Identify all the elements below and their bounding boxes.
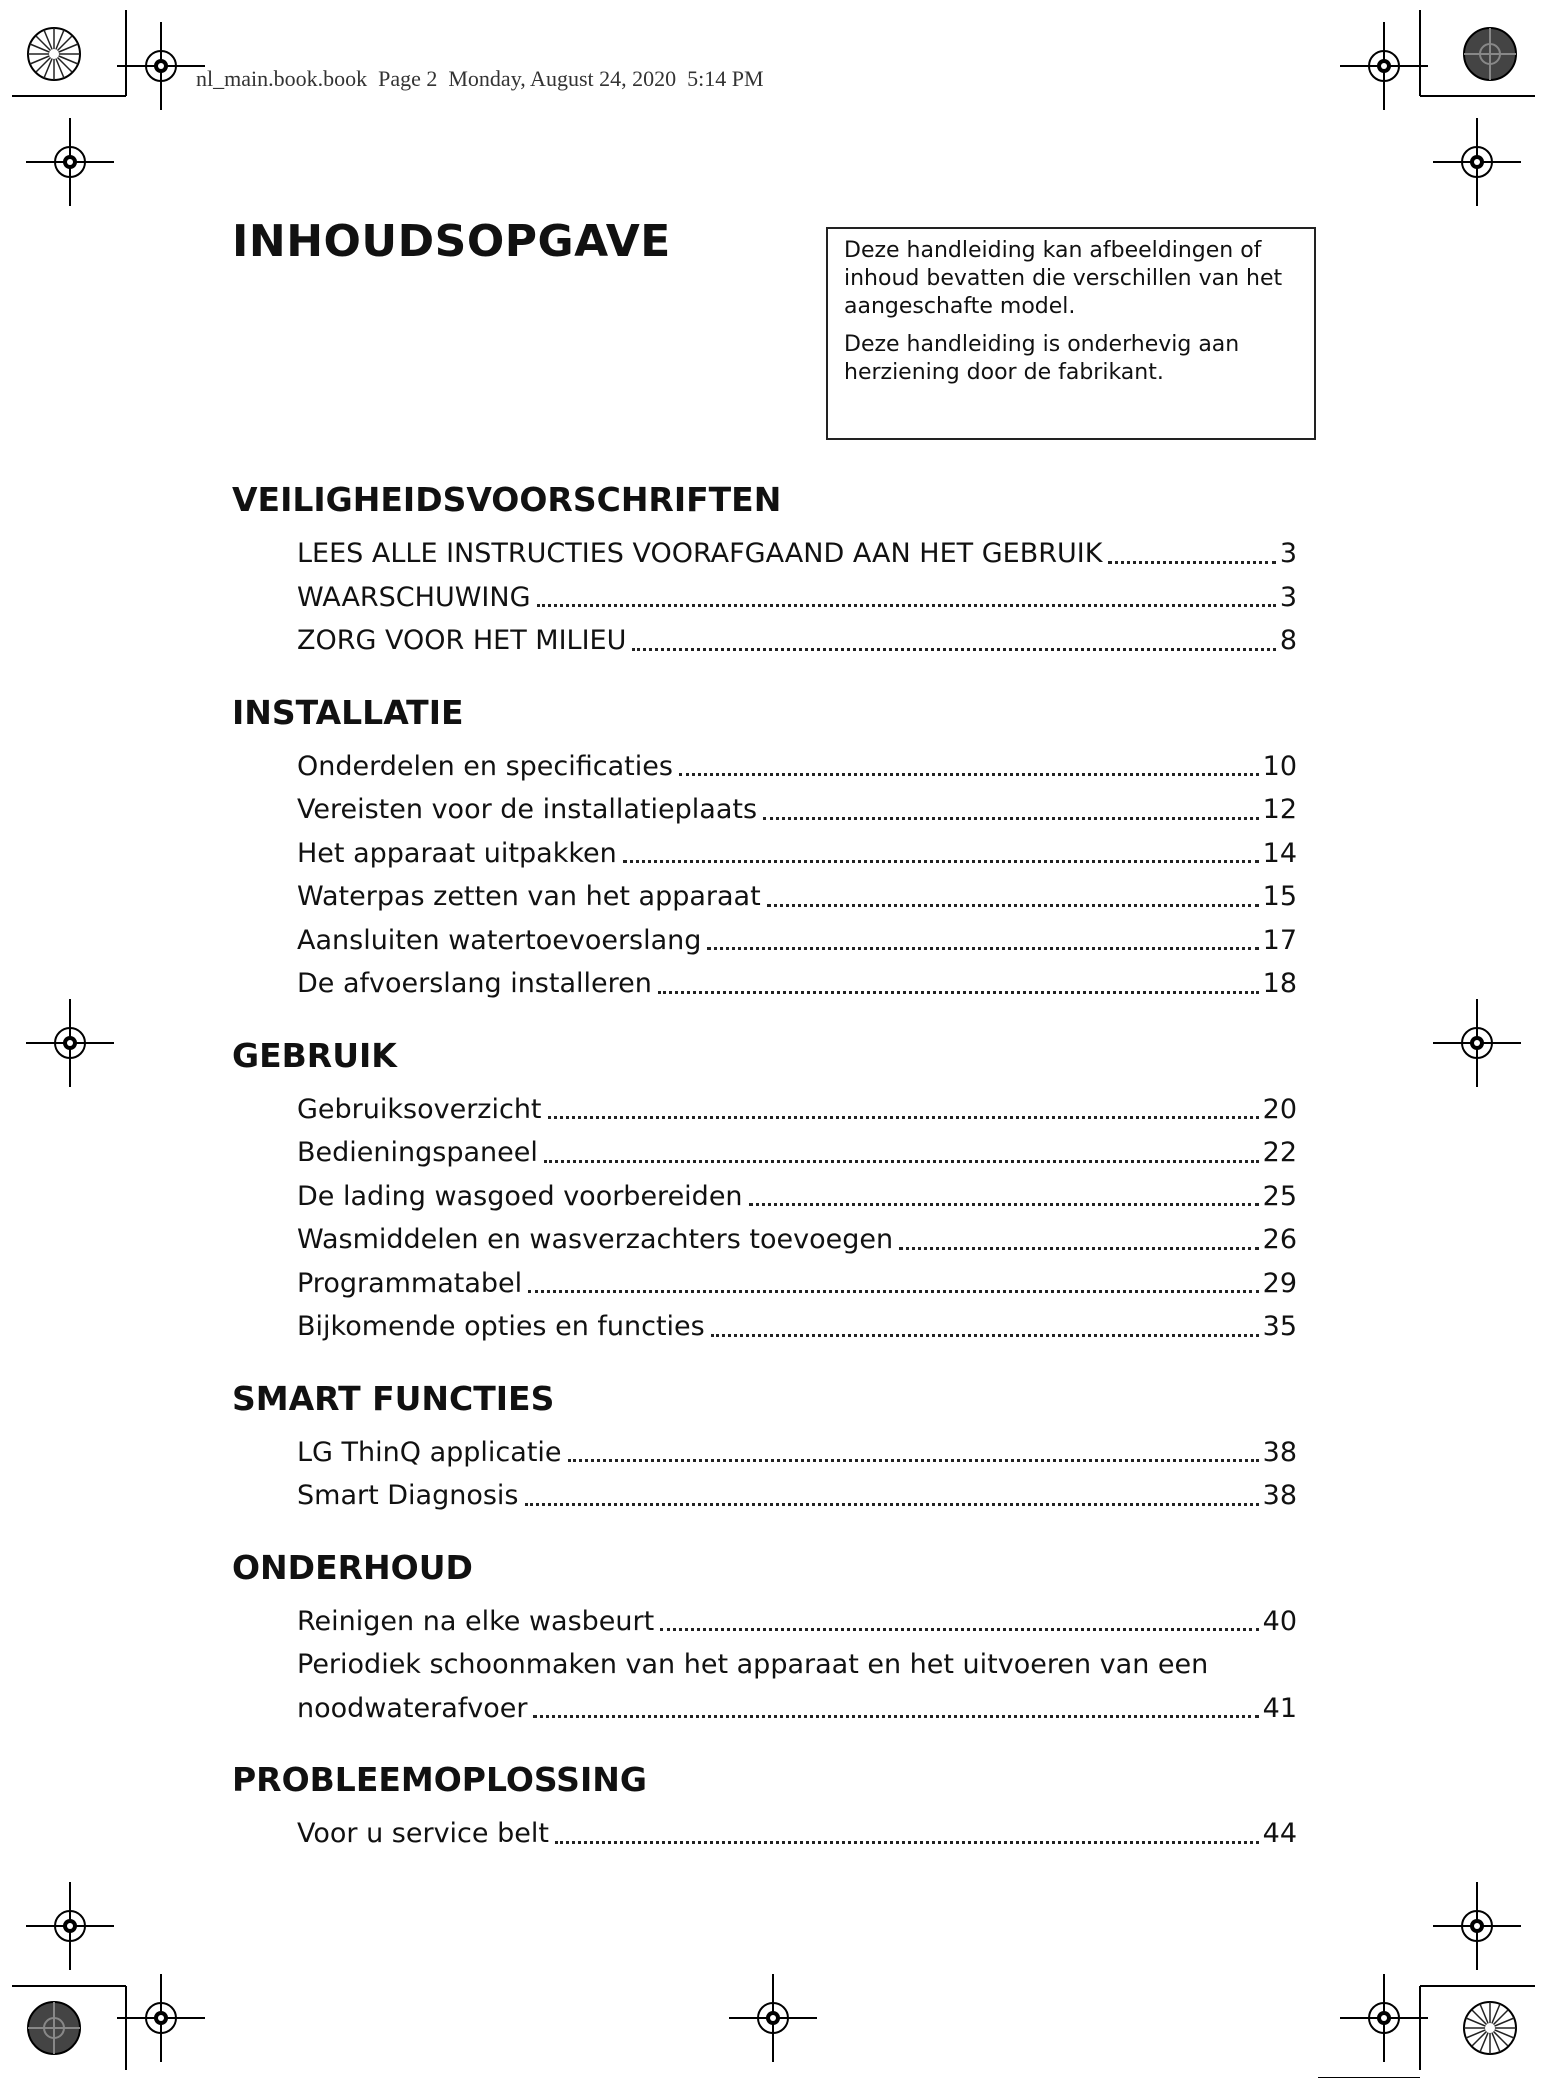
toc-entry-label: Periodiek schoonmaken van het apparaat en het uitvoeren van een [297, 1649, 1209, 1680]
toc-entry-page: 10 [1262, 750, 1297, 782]
toc-entry-label: Waterpas zetten van het apparaat [297, 881, 761, 912]
toc-entry[interactable] [297, 1812, 1297, 1856]
toc-section-usage [232, 1030, 1302, 1349]
toc-entry-label-continued: noodwaterafvoer [297, 1692, 528, 1724]
toc-entry[interactable] [297, 619, 1297, 663]
toc-entry-page: 38 [1262, 1436, 1297, 1468]
print-header: nl_main.book.book Page 2 Monday, August 24, 2020 5:14 PM [196, 66, 764, 91]
toc-entry-label: Bedieningspaneel [297, 1137, 538, 1168]
toc-entry-page: 35 [1262, 1311, 1297, 1342]
toc-entry[interactable] [297, 788, 1297, 832]
toc-entry-page: 26 [1262, 1224, 1297, 1255]
toc-entry-page: 8 [1279, 625, 1297, 656]
toc-entry-page: 15 [1262, 881, 1297, 912]
toc-section-troubleshooting [232, 1754, 1302, 1856]
toc-entry-label: Gebruiksoverzicht [297, 1093, 542, 1125]
toc-entry-page: 14 [1262, 837, 1297, 869]
toc-entry-label: Voor u service belt [297, 1818, 549, 1849]
toc-entry[interactable] [297, 745, 1297, 789]
dot-leader [679, 773, 1259, 776]
section-heading: ONDERHOUD [232, 1547, 473, 1587]
toc-entry-label: Onderdelen en specificaties [297, 750, 673, 782]
toc-entry[interactable] [297, 1262, 1297, 1306]
dot-leader [658, 991, 1259, 994]
dot-leader [632, 648, 1275, 651]
toc-entry[interactable] [297, 1431, 1297, 1475]
section-heading: PROBLEEMOPLOSSING [232, 1760, 647, 1799]
toc-entry-page: 40 [1262, 1605, 1297, 1637]
notice-paragraph: Deze handleiding kan afbeeldingen of inhoud bevatten die verschillen van het aangeschafte model. [844, 238, 1283, 319]
toc-entry-label: Smart Diagnosis [297, 1480, 519, 1511]
toc-entry[interactable] [297, 919, 1297, 963]
section-heading: SMART FUNCTIES [232, 1378, 555, 1418]
toc-entry-page: 22 [1262, 1137, 1297, 1168]
dot-leader [899, 1247, 1259, 1250]
section-heading: INSTALLATIE [232, 692, 464, 732]
toc-entry[interactable] [297, 1643, 1297, 1730]
toc-entry[interactable] [297, 1600, 1297, 1644]
toc-entry-label: Wasmiddelen en wasverzachters toevoegen [297, 1224, 894, 1255]
dot-leader [525, 1503, 1259, 1506]
toc-entry-page: 20 [1262, 1093, 1297, 1125]
toc-entry[interactable] [297, 1175, 1297, 1219]
toc-entry-label: LEES ALLE INSTRUCTIES VOORAFGAAND AAN HET GEBRUIK [297, 538, 1103, 569]
toc-entry-page: 41 [1262, 1692, 1297, 1724]
toc-section-safety [232, 474, 1302, 663]
toc-entry[interactable] [297, 1088, 1297, 1132]
toc-entry-label: Bijkomende opties en functies [297, 1311, 705, 1342]
toc-entry-label: Vereisten voor de installatieplaats [297, 794, 758, 825]
dot-leader [537, 604, 1276, 607]
toc-entry[interactable] [297, 1218, 1297, 1262]
dot-leader [707, 947, 1258, 950]
toc-section-installation [232, 687, 1302, 1006]
dot-leader [711, 1334, 1259, 1337]
toc-entry-label: Reinigen na elke wasbeurt [297, 1605, 655, 1637]
section-heading: VEILIGHEIDSVOORSCHRIFTEN [232, 480, 782, 519]
dot-leader [544, 1160, 1259, 1163]
toc-entry[interactable] [297, 875, 1297, 919]
dot-leader [749, 1203, 1259, 1206]
page-title: INHOUDSOPGAVE [232, 216, 671, 267]
table-of-contents [232, 474, 1302, 1880]
toc-section-smart [232, 1373, 1302, 1518]
toc-entry-label: De afvoerslang installeren [297, 968, 652, 999]
toc-entry-line2 [297, 1687, 1297, 1731]
notice-box [826, 227, 1316, 440]
notice-paragraph: Deze handleiding is onderhevig aan herziening door de fabrikant. [844, 332, 1240, 385]
toc-entry-label: LG ThinQ applicatie [297, 1436, 562, 1468]
dot-leader [568, 1459, 1259, 1462]
toc-entry-page: 29 [1262, 1267, 1297, 1299]
toc-entry[interactable] [297, 1474, 1297, 1518]
dot-leader [767, 904, 1259, 907]
toc-entry[interactable] [297, 962, 1297, 1006]
dot-leader [623, 860, 1259, 863]
toc-entry-page: 3 [1279, 581, 1297, 613]
toc-entry-label: ZORG VOOR HET MILIEU [297, 625, 627, 656]
toc-entry-page: 44 [1262, 1818, 1297, 1849]
toc-entry-label: De lading wasgoed voorbereiden [297, 1180, 743, 1212]
dot-leader [660, 1628, 1258, 1631]
dot-leader [548, 1116, 1259, 1119]
dot-leader [1108, 561, 1275, 564]
section-heading: GEBRUIK [232, 1035, 397, 1075]
toc-section-maintenance [232, 1542, 1302, 1731]
toc-entry-page: 17 [1262, 924, 1297, 956]
toc-entry[interactable] [297, 576, 1297, 620]
dot-leader [528, 1290, 1258, 1293]
toc-entry-page: 3 [1279, 538, 1297, 569]
toc-entry-label: Aansluiten watertoevoerslang [297, 924, 702, 956]
toc-entry-label: Het apparaat uitpakken [297, 837, 617, 869]
toc-entry[interactable] [297, 1131, 1297, 1175]
dot-leader [763, 817, 1259, 820]
toc-entry[interactable] [297, 532, 1297, 576]
toc-entry[interactable] [297, 1305, 1297, 1349]
dot-leader [533, 1715, 1258, 1718]
toc-entry-label: WAARSCHUWING [297, 581, 531, 613]
dot-leader [555, 1841, 1259, 1844]
toc-entry-label: Programmatabel [297, 1267, 523, 1299]
toc-entry-page: 25 [1262, 1180, 1297, 1212]
toc-entry[interactable] [297, 832, 1297, 876]
toc-entry-page: 38 [1262, 1480, 1297, 1511]
toc-entry-page: 12 [1262, 794, 1297, 825]
toc-entry-page: 18 [1262, 968, 1297, 999]
